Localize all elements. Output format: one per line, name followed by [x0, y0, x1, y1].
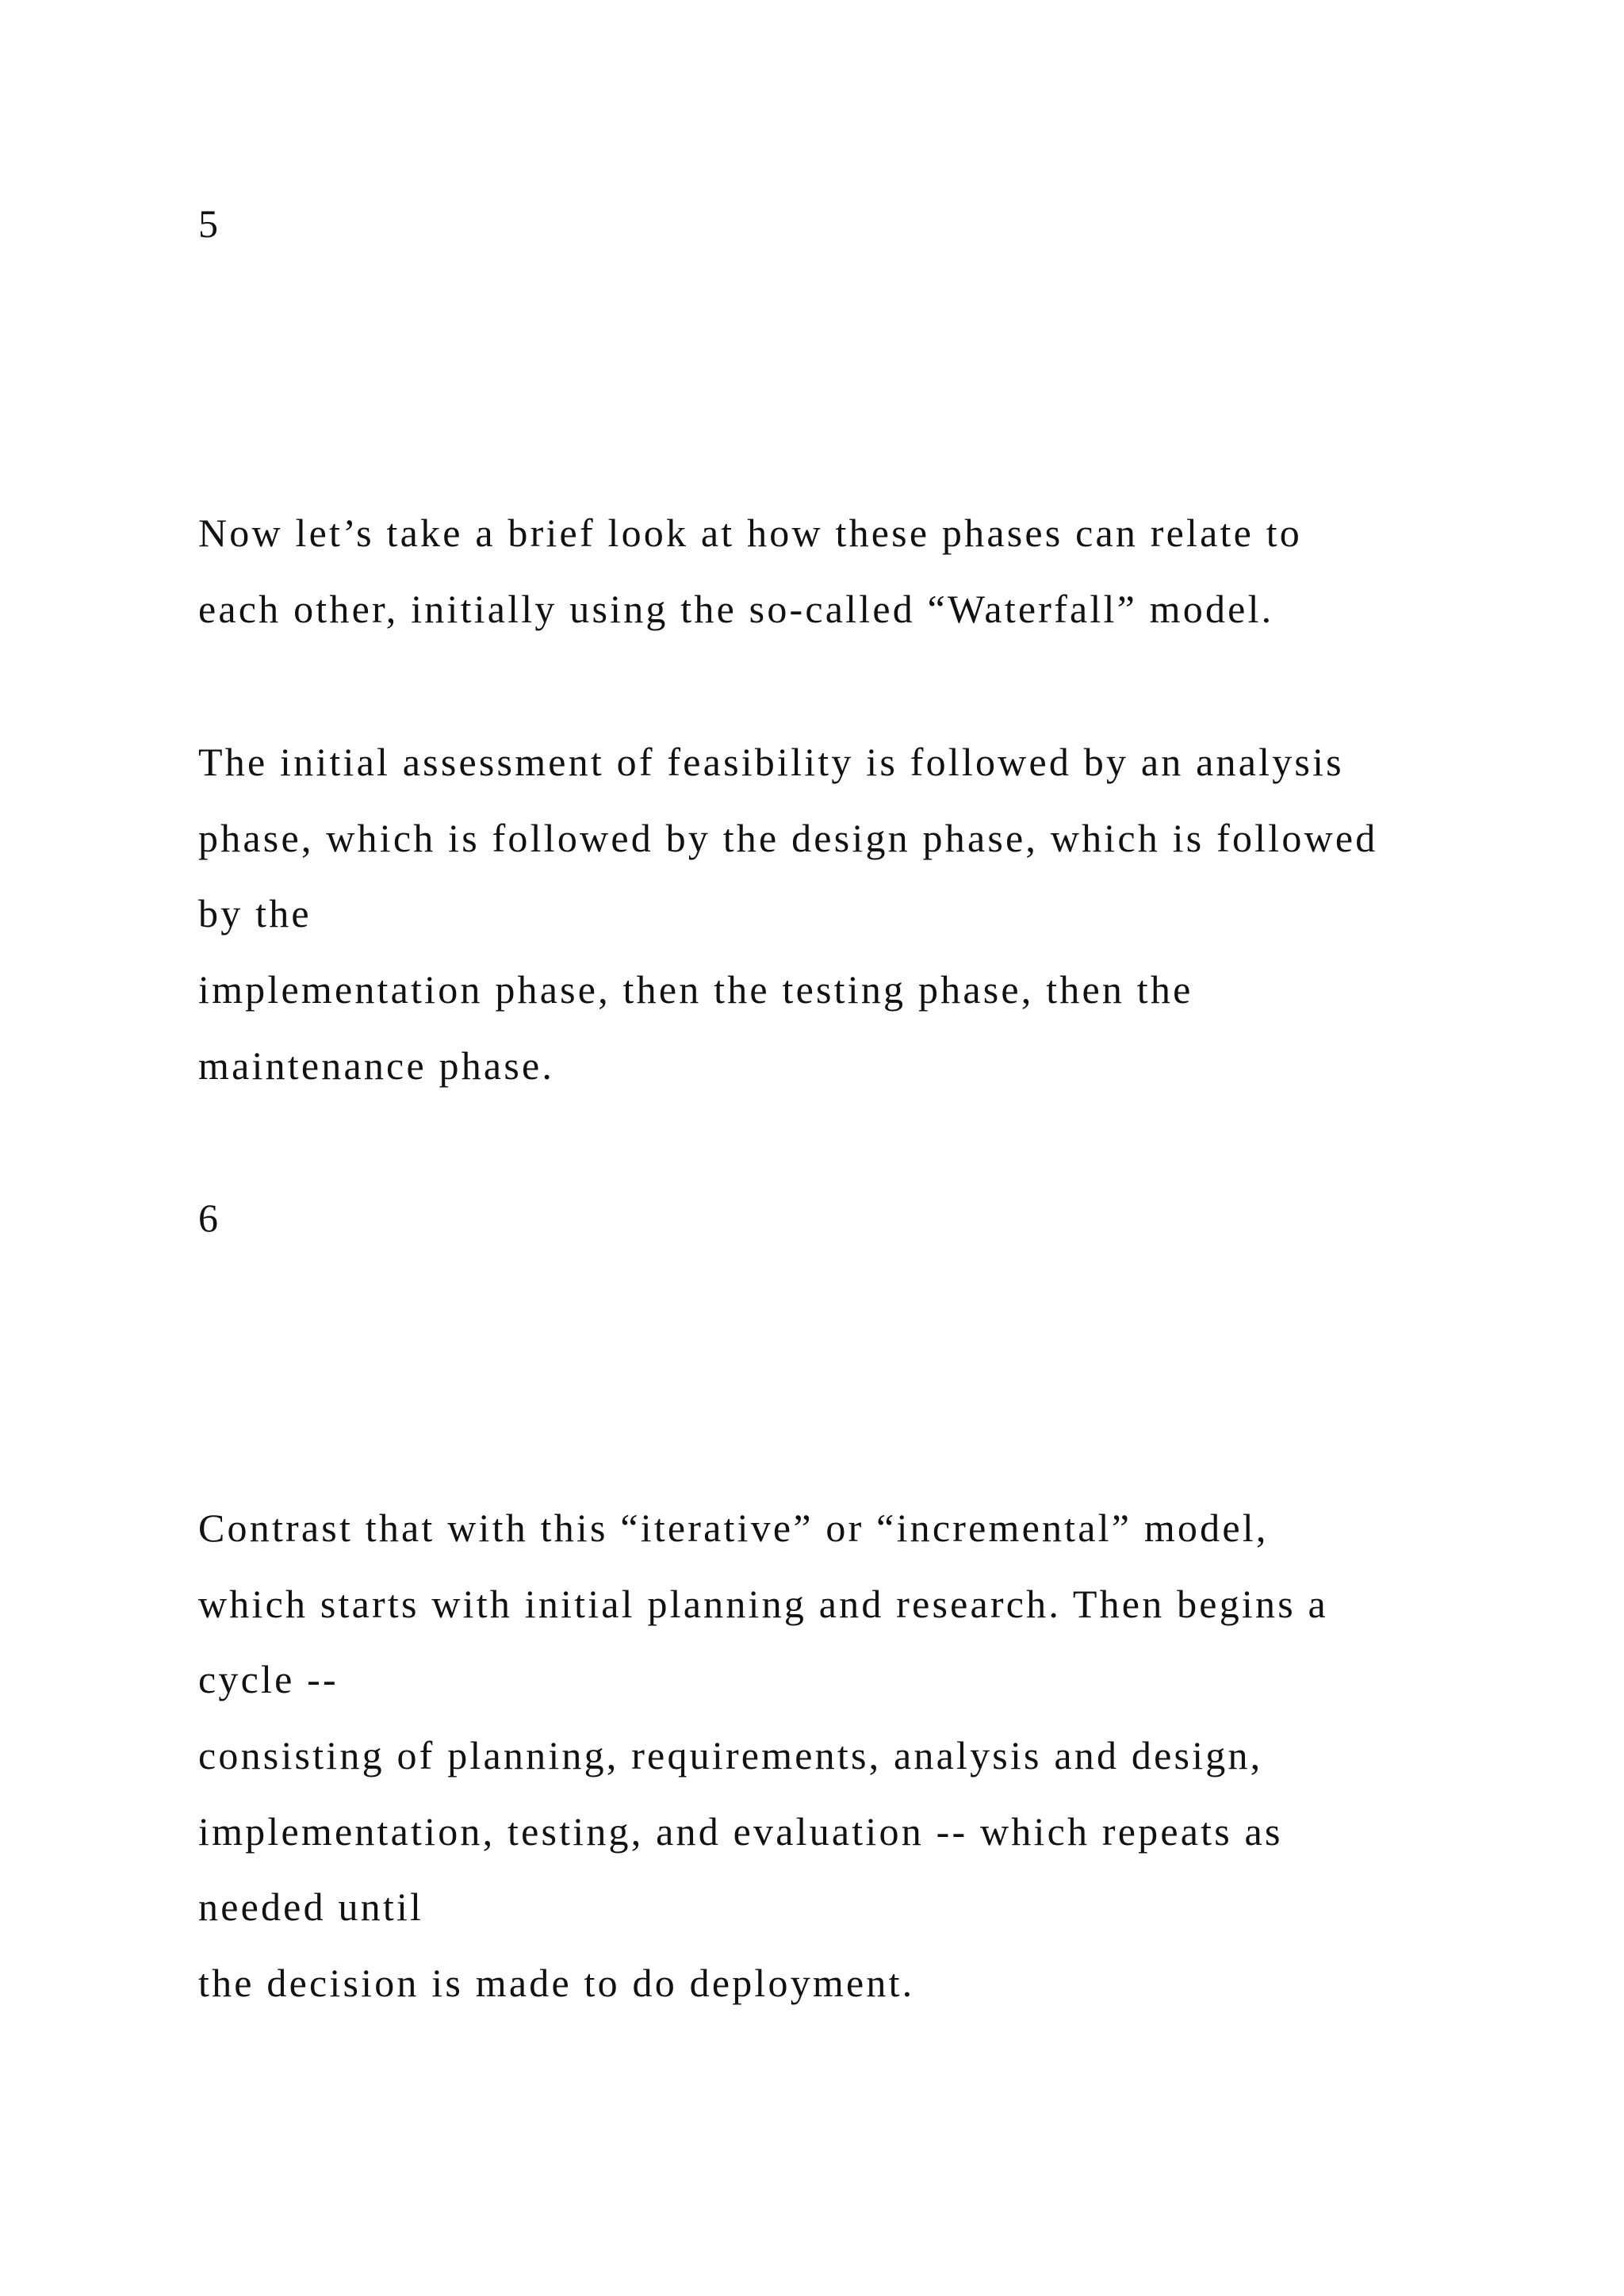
paragraph-2-line-1: The initial assessment of feasibility is followed by an analysis [198, 740, 1344, 784]
paragraph-2-line-5: maintenance phase. [198, 1043, 555, 1088]
paragraph-2-line-2: phase, which is followed by the design phase, which is followed [198, 816, 1378, 860]
paragraph-2-line-3: by the [198, 891, 312, 936]
paragraph-3-line-3: cycle -- [198, 1657, 339, 1701]
paragraph-3-line-1: Contrast that with this “iterative” or “incremental” model, [198, 1506, 1269, 1550]
paragraph-3-line-4: consisting of planning, requirements, analysis and design, [198, 1733, 1263, 1777]
paragraph-2-line-4: implementation phase, then the testing phase, then the [198, 967, 1193, 1012]
page-number-6: 6 [198, 1196, 221, 1240]
paragraph-3-line-6: needed until [198, 1885, 424, 1929]
paragraph-3-line-7: the decision is made to do deployment. [198, 1961, 915, 2005]
paragraph-3-line-5: implementation, testing, and evaluation -- which repeats as [198, 1809, 1283, 1854]
paragraph-1-line-1: Now let’s take a brief look at how these phases can relate to [198, 511, 1303, 555]
page-number-5: 5 [198, 201, 221, 246]
paragraph-1-line-2: each other, initially using the so-called “Waterfall” model. [198, 587, 1274, 631]
paragraph-3-line-2: which starts with initial planning and research. Then begins a [198, 1582, 1328, 1626]
